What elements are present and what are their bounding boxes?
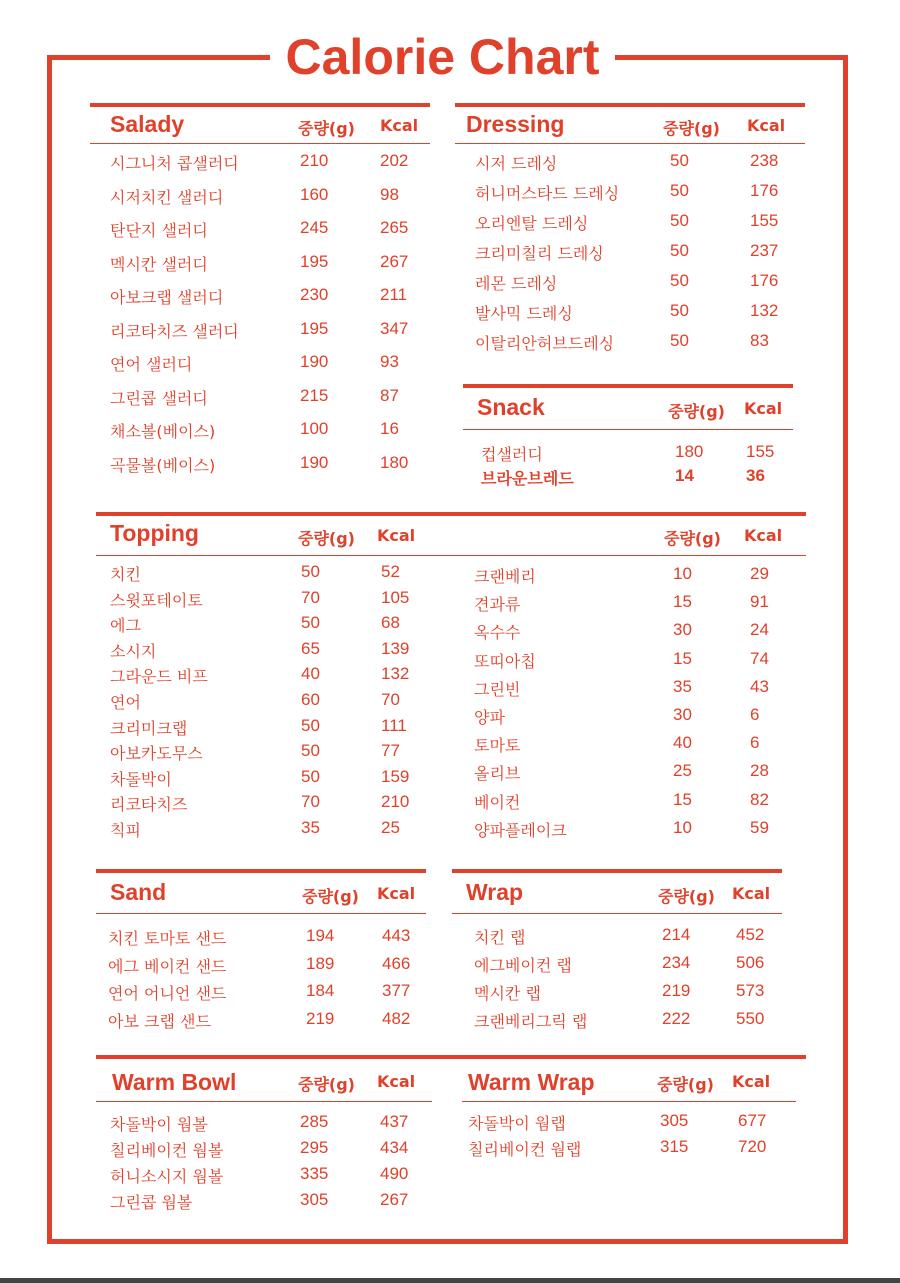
item-kcal: 83	[750, 331, 769, 350]
item-name: 에그 베이컨 샌드	[108, 956, 227, 976]
section-header-rule	[452, 913, 782, 914]
item-kcal: 159	[381, 766, 410, 786]
item-name: 치킨 랩	[474, 928, 526, 947]
item-name: 토마토	[474, 736, 521, 756]
kcal-header: Kcal	[380, 116, 419, 135]
section-header-rule	[90, 143, 430, 144]
item-name: 소시지	[110, 641, 157, 661]
item-name: 또띠아칩	[474, 651, 536, 671]
item-weight: 50	[670, 331, 689, 350]
section-title-right: Warm Wrap	[468, 1069, 595, 1095]
section-header-rule	[96, 555, 806, 556]
item-kcal: 180	[380, 452, 409, 472]
weight-header-right: 중량(g)	[664, 529, 721, 548]
section-rule	[96, 512, 806, 516]
item-kcal: 176	[750, 181, 779, 200]
item-weight: 35	[301, 818, 320, 837]
item-name: 양파플레이크	[474, 820, 567, 840]
item-name: 허니머스타드 드레싱	[475, 184, 620, 203]
item-name: 멕시칸 샐러디	[110, 254, 208, 274]
item-weight: 160	[300, 184, 329, 204]
item-weight: 305	[300, 1190, 329, 1209]
item-weight: 214	[662, 925, 691, 944]
wrap-section	[452, 869, 782, 1039]
item-weight: 70	[301, 792, 320, 812]
item-kcal: 98	[380, 184, 399, 204]
item-name: 치킨 토마토 샌드	[108, 929, 227, 948]
item-kcal: 52	[381, 562, 400, 581]
item-weight: 50	[301, 766, 320, 786]
item-name: 스윗포테이토	[110, 590, 203, 610]
item-weight: 15	[673, 648, 692, 668]
item-kcal: 265	[380, 218, 409, 237]
sand-section	[96, 869, 426, 1039]
item-name: 컵샐러디	[481, 445, 543, 464]
item-kcal: 59	[750, 817, 769, 837]
item-name: 그라운드 비프	[110, 667, 208, 687]
item-weight: 50	[301, 613, 320, 633]
item-weight: 190	[300, 452, 329, 472]
item-kcal: 16	[380, 419, 399, 438]
item-name: 시그니처 콥샐러디	[110, 154, 239, 173]
weight-header: 중량(g)	[298, 1075, 355, 1094]
section-header-rule	[96, 913, 426, 914]
item-kcal: 210	[381, 792, 410, 812]
item-name: 연어	[110, 693, 141, 712]
item-kcal: 434	[380, 1138, 409, 1157]
item-kcal: 25	[381, 818, 400, 837]
item-name: 그린콥 웜볼	[110, 1193, 193, 1212]
item-kcal: 6	[750, 705, 760, 724]
kcal-header: Kcal	[377, 526, 416, 545]
item-kcal: 74	[750, 648, 769, 668]
item-name: 곡물볼(베이스)	[110, 455, 216, 475]
section-rule	[463, 384, 793, 388]
item-weight: 245	[300, 218, 329, 237]
section-header-rule	[96, 1101, 432, 1102]
item-kcal: 452	[736, 925, 765, 944]
item-kcal: 202	[380, 151, 409, 170]
item-kcal: 443	[382, 926, 411, 945]
bottom-edge	[0, 1278, 900, 1283]
weight-header: 중량(g)	[663, 119, 720, 138]
item-kcal: 132	[381, 664, 410, 684]
item-kcal: 377	[382, 981, 411, 1000]
item-name: 그린빈	[474, 679, 521, 699]
item-kcal: 155	[746, 442, 775, 461]
item-weight: 305	[660, 1111, 689, 1130]
item-weight: 190	[300, 352, 329, 371]
item-kcal: 6	[750, 733, 760, 753]
item-kcal: 91	[750, 592, 769, 612]
item-name: 크리미칠리 드레싱	[475, 244, 604, 263]
item-kcal: 36	[746, 466, 765, 485]
item-weight: 30	[673, 705, 692, 724]
item-weight: 15	[673, 789, 692, 809]
item-weight: 50	[670, 301, 689, 320]
item-weight: 14	[675, 466, 694, 485]
item-weight: 50	[670, 241, 689, 260]
section-title: Sand	[110, 879, 167, 905]
section-rule	[455, 103, 805, 107]
item-kcal: 237	[750, 241, 779, 260]
item-weight: 50	[670, 181, 689, 200]
item-name: 크리미크랩	[110, 718, 188, 738]
item-kcal: 28	[750, 761, 769, 781]
item-kcal: 720	[738, 1137, 767, 1156]
item-weight: 194	[306, 926, 335, 945]
item-name: 시저 드레싱	[475, 154, 558, 173]
item-name: 시저치킨 샐러디	[110, 187, 224, 207]
section-rule	[90, 103, 430, 107]
item-weight: 70	[301, 587, 320, 607]
item-weight: 50	[301, 562, 320, 581]
item-kcal: 68	[381, 613, 400, 633]
item-kcal: 466	[382, 953, 411, 973]
salady-section	[90, 103, 430, 483]
item-kcal: 437	[380, 1112, 409, 1131]
item-name: 차돌박이	[110, 769, 172, 789]
item-weight: 295	[300, 1138, 329, 1157]
item-weight: 335	[300, 1164, 329, 1183]
item-name: 허니소시지 웜볼	[110, 1167, 224, 1186]
item-kcal: 550	[736, 1009, 765, 1028]
item-name: 올리브	[474, 764, 521, 784]
item-name: 채소볼(베이스)	[110, 422, 216, 441]
item-kcal: 677	[738, 1111, 767, 1130]
kcal-header: Kcal	[744, 399, 783, 418]
page-title: Calorie Chart	[270, 22, 615, 92]
item-kcal: 24	[750, 620, 769, 640]
item-kcal: 238	[750, 151, 779, 170]
item-kcal: 211	[380, 285, 408, 304]
item-weight: 40	[301, 664, 320, 684]
item-name: 아보 크랩 샌드	[108, 1011, 211, 1031]
item-name: 치킨	[110, 565, 141, 584]
weight-header: 중량(g)	[302, 887, 359, 906]
item-kcal: 139	[381, 638, 410, 658]
item-kcal: 155	[750, 211, 779, 230]
item-kcal: 267	[380, 1190, 409, 1209]
item-name: 칠리베이컨 웜랩	[468, 1140, 582, 1159]
item-name: 크랜베리	[474, 567, 536, 586]
item-weight: 195	[300, 318, 329, 338]
item-weight: 210	[300, 151, 329, 170]
weight-header: 중량(g)	[658, 887, 715, 906]
item-kcal: 70	[381, 690, 400, 709]
item-name: 리코타치즈 샐러디	[110, 321, 239, 341]
item-name: 브라운브레드	[481, 469, 574, 488]
item-name: 칠리베이컨 웜볼	[110, 1141, 224, 1160]
weight-header: 중량(g)	[298, 119, 355, 138]
item-weight: 230	[300, 285, 329, 304]
item-name: 발사믹 드레싱	[475, 304, 573, 323]
item-name: 옥수수	[474, 623, 521, 643]
item-kcal: 490	[380, 1164, 409, 1183]
item-weight: 100	[300, 419, 329, 438]
item-name: 베이컨	[474, 792, 521, 812]
item-weight: 184	[306, 981, 335, 1000]
kcal-header: Kcal	[747, 116, 786, 135]
item-weight: 222	[662, 1009, 691, 1028]
item-weight: 189	[306, 953, 335, 973]
section-title: Warm Bowl	[112, 1069, 237, 1095]
item-weight: 65	[301, 638, 320, 658]
dressing-section	[455, 103, 805, 363]
item-name: 탄단지 샐러디	[110, 221, 208, 240]
item-name: 차돌박이 웜랩	[468, 1114, 566, 1133]
section-rule	[452, 869, 782, 873]
item-name: 에그베이컨 랩	[474, 956, 572, 975]
item-kcal: 87	[380, 385, 399, 405]
kcal-header-right: Kcal	[744, 526, 783, 545]
item-weight: 15	[673, 592, 692, 612]
item-weight: 60	[301, 690, 320, 709]
section-title: Snack	[477, 394, 545, 420]
item-name: 칙피	[110, 821, 141, 840]
section-title: Wrap	[466, 879, 524, 905]
kcal-header: Kcal	[377, 1072, 416, 1091]
section-title: Salady	[110, 111, 185, 137]
item-kcal: 506	[736, 953, 765, 972]
item-kcal: 82	[750, 789, 769, 809]
item-weight: 40	[673, 733, 692, 753]
section-title: Topping	[110, 520, 199, 546]
item-weight: 215	[300, 385, 329, 405]
item-weight: 285	[300, 1112, 329, 1131]
item-name: 견과류	[474, 595, 521, 615]
warm-section	[96, 1055, 806, 1220]
item-weight: 219	[662, 981, 691, 1000]
item-kcal: 93	[380, 352, 399, 371]
weight-header: 중량(g)	[668, 402, 725, 421]
section-rule	[96, 869, 426, 873]
weight-header-right: 중량(g)	[657, 1075, 714, 1094]
item-weight: 195	[300, 251, 329, 271]
section-header-rule	[462, 1101, 796, 1102]
item-weight: 35	[673, 676, 692, 696]
item-name: 크랜베리그릭 랩	[474, 1012, 588, 1031]
item-weight: 50	[670, 151, 689, 170]
item-name: 레몬 드레싱	[475, 274, 558, 293]
kcal-header: Kcal	[732, 884, 771, 903]
item-kcal: 29	[750, 564, 769, 583]
item-name: 연어 어니언 샌드	[108, 984, 227, 1003]
item-name: 그린콥 샐러디	[110, 388, 208, 408]
topping-section	[96, 512, 806, 847]
item-kcal: 482	[382, 1008, 411, 1028]
item-name: 연어 샐러디	[110, 355, 193, 374]
section-title: Dressing	[466, 111, 565, 137]
section-header-rule	[455, 143, 805, 144]
item-name: 멕시칸 랩	[474, 984, 541, 1003]
item-weight: 50	[301, 741, 320, 761]
kcal-header: Kcal	[377, 884, 416, 903]
item-kcal: 176	[750, 271, 779, 290]
item-weight: 25	[673, 761, 692, 781]
item-weight: 219	[306, 1008, 335, 1028]
item-kcal: 347	[380, 318, 409, 338]
item-name: 리코타치즈	[110, 795, 188, 815]
item-kcal: 111	[381, 715, 407, 735]
item-weight: 50	[301, 715, 320, 735]
item-weight: 50	[670, 211, 689, 230]
kcal-header-right: Kcal	[732, 1072, 771, 1091]
snack-section	[463, 384, 793, 494]
item-kcal: 132	[750, 301, 779, 320]
item-name: 차돌박이 웜볼	[110, 1115, 208, 1134]
item-name: 아보카도무스	[110, 744, 203, 764]
item-weight: 30	[673, 620, 692, 640]
item-weight: 50	[670, 271, 689, 290]
section-rule	[96, 1055, 806, 1059]
item-kcal: 267	[380, 251, 409, 271]
section-header-rule	[463, 429, 793, 430]
item-kcal: 573	[736, 981, 765, 1000]
item-weight: 234	[662, 953, 691, 972]
item-weight: 315	[660, 1137, 689, 1156]
item-kcal: 77	[381, 741, 400, 761]
item-name: 에그	[110, 616, 141, 636]
item-weight: 180	[675, 442, 704, 461]
item-name: 이탈리안허브드레싱	[475, 334, 615, 353]
item-name: 양파	[474, 708, 505, 727]
weight-header: 중량(g)	[298, 529, 355, 548]
item-name: 오리엔탈 드레싱	[475, 214, 589, 233]
item-kcal: 43	[750, 676, 769, 696]
item-kcal: 105	[381, 587, 410, 607]
item-weight: 10	[673, 564, 692, 583]
item-name: 아보크랩 샐러디	[110, 288, 224, 307]
item-weight: 10	[673, 817, 692, 837]
